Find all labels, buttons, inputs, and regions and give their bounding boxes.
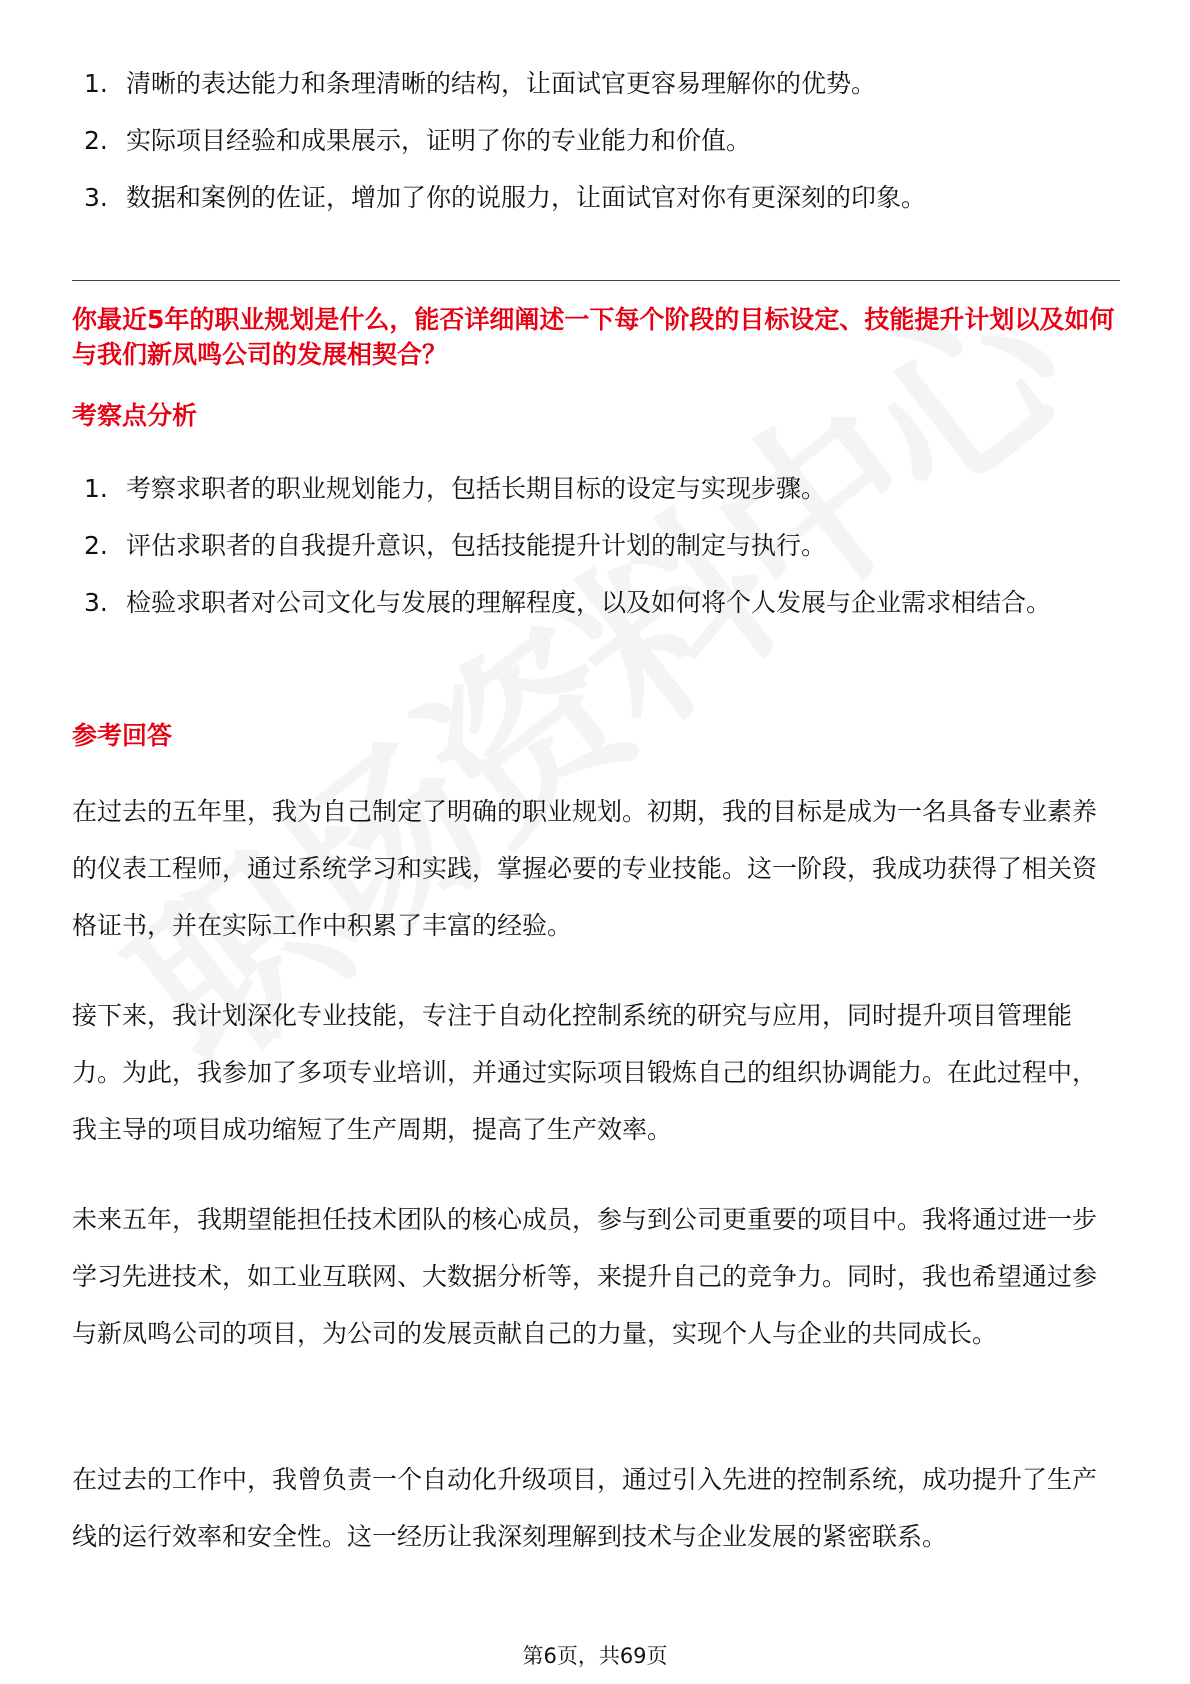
- list-number: 1.: [84, 474, 108, 503]
- list-number: 2.: [84, 531, 108, 560]
- list-number: 3.: [84, 183, 108, 212]
- list-text: 清晰的表达能力和条理清晰的结构，让面试官更容易理解你的优势。: [126, 69, 877, 98]
- page-footer: 第6页，共69页: [522, 1644, 668, 1668]
- list-text: 考察求职者的职业规划能力，包括长期目标的设定与实现步骤。: [126, 474, 827, 503]
- answer-heading: 参考回答: [72, 721, 173, 750]
- list-number: 3.: [84, 588, 108, 617]
- analysis-heading: 考察点分析: [72, 401, 198, 430]
- list-item: [72, 460, 1120, 517]
- list-text: 实际项目经验和成果展示，证明了你的专业能力和价值。: [126, 126, 752, 155]
- answer-paragraph: 接下来，我计划深化专业技能，专注于自动化控制系统的研究与应用，同时提升项目管理能力。为此，我参加了多项专业培训，并通过实际项目锻炼自己的组织协调能力。在此过程中，我主导的项目成功缩短了生产周期，提高了生产效率。: [72, 1001, 1098, 1144]
- list-text: 数据和案例的佐证，增加了你的说服力，让面试官对你有更深刻的印象。: [126, 183, 927, 212]
- list-item: [72, 55, 1120, 112]
- list-text: 检验求职者对公司文化与发展的理解程度，以及如何将个人发展与企业需求相结合。: [126, 588, 1052, 617]
- summary-list: [72, 55, 1120, 226]
- list-item: [72, 517, 1120, 574]
- list-item: [72, 169, 1120, 226]
- list-item: [72, 574, 1120, 631]
- list-number: 2.: [84, 126, 108, 155]
- analysis-list: [72, 460, 1120, 631]
- answer-paragraph: 在过去的工作中，我曾负责一个自动化升级项目，通过引入先进的控制系统，成功提升了生产线的运行效率和安全性。这一经历让我深刻理解到技术与企业发展的紧密联系。: [72, 1465, 1098, 1551]
- answer-paragraph: 在过去的五年里，我为自己制定了明确的职业规划。初期，我的目标是成为一名具备专业素养的仪表工程师，通过系统学习和实践，掌握必要的专业技能。这一阶段，我成功获得了相关资格证书，并在实际工作中积累了丰富的经验。: [72, 797, 1098, 940]
- question-title: 你最近5年的职业规划是什么，能否详细阐述一下每个阶段的目标设定、技能提升计划以及如何与我们新凤鸣公司的发展相契合？: [72, 305, 1115, 369]
- section-divider: [72, 280, 1120, 281]
- list-text: 评估求职者的自我提升意识，包括技能提升计划的制定与执行。: [126, 531, 827, 560]
- answer-paragraph: 未来五年，我期望能担任技术团队的核心成员，参与到公司更重要的项目中。我将通过进一步学习先进技术，如工业互联网、大数据分析等，来提升自己的竞争力。同时，我也希望通过参与新凤鸣公司的项目，为公司的发展贡献自己的力量，实现个人与企业的共同成长。: [72, 1205, 1098, 1348]
- list-number: 1.: [84, 69, 108, 98]
- list-item: [72, 112, 1120, 169]
